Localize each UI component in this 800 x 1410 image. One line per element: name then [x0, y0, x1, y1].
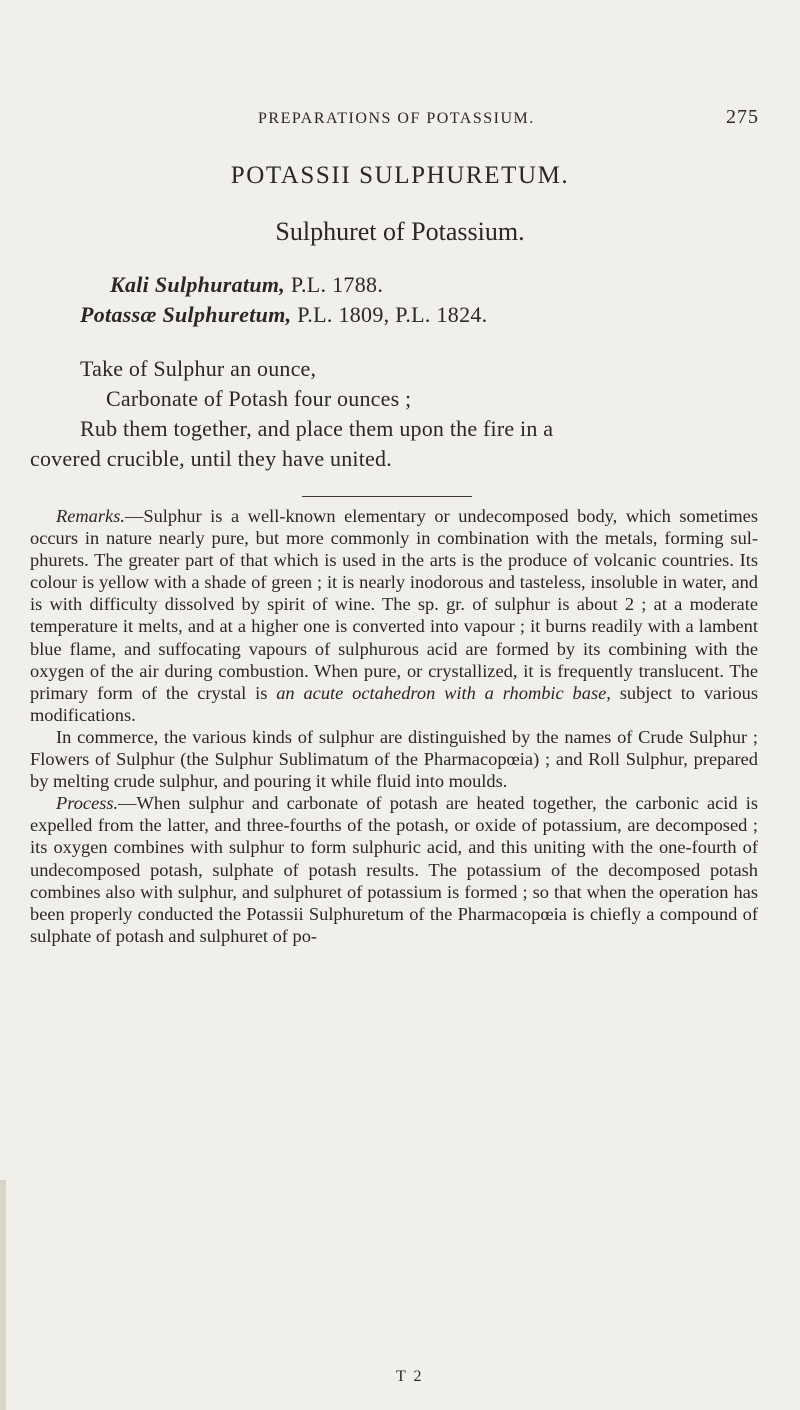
page-number: 275: [726, 106, 759, 128]
recipe-line: Rub them together, and place them upon the fire in a: [80, 416, 554, 441]
synonym-line: [80, 302, 487, 328]
synonym-line: [110, 272, 383, 298]
process-label: Process.: [56, 793, 119, 814]
section-title: POTASSII SULPHURETUM.: [230, 162, 570, 189]
recipe-line: covered crucible, until they have united.: [30, 446, 392, 471]
remarks-text-part: subject to various modifications.: [30, 682, 759, 725]
process-paragraph: [30, 792, 758, 947]
page-edge-shadow: [0, 1180, 6, 1410]
running-head: PREPARATIONS OF POTASSIUM.: [258, 110, 535, 127]
remarks-text: [30, 505, 758, 947]
section-subtitle: Sulphuret of Potassium.: [275, 217, 525, 246]
remarks-label: Remarks.: [56, 506, 125, 526]
remarks-paragraph: In commerce, the various kinds of sulphur are distinguished by the names of Crude Sulphur ; Flowers of Sulphur (the Sulphur Sublimatum of the Pharmacopœia) ; and Roll Sulphur, prepared by melting crude sulphur, and pouring it while fluid into moulds.: [30, 726, 758, 792]
synonym-latin: Kali Sulphuratum,: [110, 272, 286, 297]
signature-mark: T 2: [396, 1368, 424, 1385]
recipe-line: Take of Sulphur an ounce,: [80, 356, 317, 381]
section-divider: [302, 496, 472, 497]
remarks-italic: an acute octahedron with a rhombic base,: [276, 682, 611, 703]
process-text: —When sulphur and carbonate of potash are heated together, the carbonic acid is expelled from the latter, and three-fourths of the potash, or oxide of potassium, are decomposed ; its oxygen combines with sulphur to form sulphuric acid, and this uniting with the one-fourth of undecomposed potash, sulphate of potash results. The potassium of the decomposed potash combines also with sulphur, and sulphuret of potassium is formed ; so that when the operation has been properly conducted the Potassii Sulphuretum of the Pharmacopœia is chiefly a compound of sulphate of potash and sulphuret of po-: [30, 793, 758, 946]
synonym-reference: P.L. 1809, P.L. 1824.: [291, 302, 488, 327]
synonym-reference: P.L. 1788.: [285, 272, 384, 297]
recipe-line: Carbonate of Potash four ounces ;: [106, 386, 412, 411]
remarks-paragraph: [30, 505, 758, 726]
synonym-latin: Potassæ Sulphuretum,: [80, 302, 292, 327]
remarks-text-part: —Sulphur is a well-known elementary or undecomposed body, which sometimes occurs in nature nearly pure, but more commonly in combination with the metals, forming sulphurets. The greater part of that which is used in the arts is the produce of volcanic countries. Its colour is yellow with a shade of green ; it is nearly inodorous and tasteless, insoluble in water, and is with difficulty dissolved by spirit of wine. The sp. gr. of sulphur is about 2 ; at a moderate temperature it melts, and at a higher one is converted into vapour ; it burns readily with a lambent blue flame, and suffocating vapours of sulphurous acid are formed by its combining with the oxygen of the air during combustion. When pure, or crystallized, it is frequently translucent. The primary form of the crystal is: [30, 506, 758, 703]
